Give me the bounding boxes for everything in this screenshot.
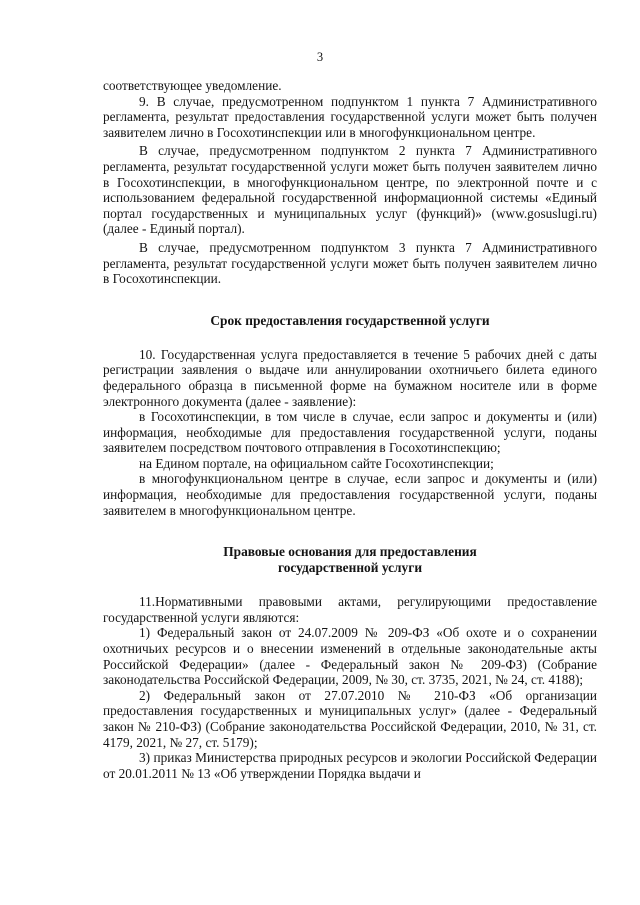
paragraph-item-9: 9. В случае, предусмотренном подпунктом 1 пункта 7 Административного регламента, результат предоставления государственной услуги может быть получен заявителем лично в Госохотинспекции или в многофункциональном центре. bbox=[103, 93, 597, 140]
paragraph-item-10: 10. Государственная услуга предоставляется в течение 5 рабочих дней с даты регистрации заявления о выдаче или аннулировании охотничьего билета единого федерального образца в письменной форме на бумажном носителе или в форме электронного документа (далее - заявление): bbox=[103, 346, 597, 409]
paragraph-case-3: В случае, предусмотренном подпунктом 3 пункта 7 Административного регламента, результат государственной услуги может быть получен заявителем лично в Госохотинспекции. bbox=[103, 239, 597, 287]
paragraph-continuation: соответствующее уведомление. bbox=[103, 78, 282, 93]
paragraph-in-mfc: в многофункциональном центре в случае, если запрос и документы и (или) информация, необходимые для предоставления государственной услуги, поданы заявителем в многофункциональном центре. bbox=[103, 471, 597, 518]
list-item-law-210: 2) Федеральный закон от 27.07.2010 № 210-ФЗ «Об организации предоставления государственных и муниципальных услуг» (далее - Федеральный закон № 210-ФЗ) (Собрание законодательства Российской Федерации, 2010, № 31, ст. 4179, 2021, № 27, ст. 5179); bbox=[103, 687, 597, 750]
section-heading-legal-basis: Правовые основания для предоставления государственной услуги bbox=[223, 544, 477, 576]
paragraph-on-portal: на Едином портале, на официальном сайте Госохотинспекции; bbox=[139, 455, 494, 471]
list-item-law-209: 1) Федеральный закон от 24.07.2009 № 209-ФЗ «Об охоте и о сохранении охотничьих ресурсов и о внесении изменений в отдельные законодательные акты Российской Федерации» (далее - Федеральный закон № 209-ФЗ) (Собрание законодательства Российской Федерации, 2009, № 30, ст. 3735, 2021, № 24, ст. 4188); bbox=[103, 625, 597, 688]
list-item-order-13: 3) приказ Министерства природных ресурсов и экологии Российской Федерации от 20.01.2011 № 13 «Об утверждении Порядка выдачи и bbox=[103, 750, 597, 781]
document-body bbox=[103, 78, 597, 781]
paragraph-in-inspection: в Госохотинспекции, в том числе в случае, если запрос и документы и (или) информация, необходимые для предоставления государственной услуги, поданы заявителем посредством почтового отправления в Госохотинспекцию; bbox=[103, 409, 597, 456]
page-number: 3 bbox=[316, 50, 324, 64]
paragraph-item-11: 11.Нормативными правовыми актами, регулирующими предоставление государственной услуги являются: bbox=[103, 594, 597, 625]
paragraph-case-2: В случае, предусмотренном подпунктом 2 пункта 7 Административного регламента, результат государственной услуги может быть получен заявителем лично в Госохотинспекции, в многофункциональном центре, по электронной почте и с использованием федеральной государственной информационной системы «Единый портал государственных и муниципальных услуг (функций)» (www.gosuslugi.ru) (далее - Единый портал). bbox=[103, 143, 597, 237]
section-heading-term: Срок предоставления государственной услуги bbox=[210, 312, 490, 328]
